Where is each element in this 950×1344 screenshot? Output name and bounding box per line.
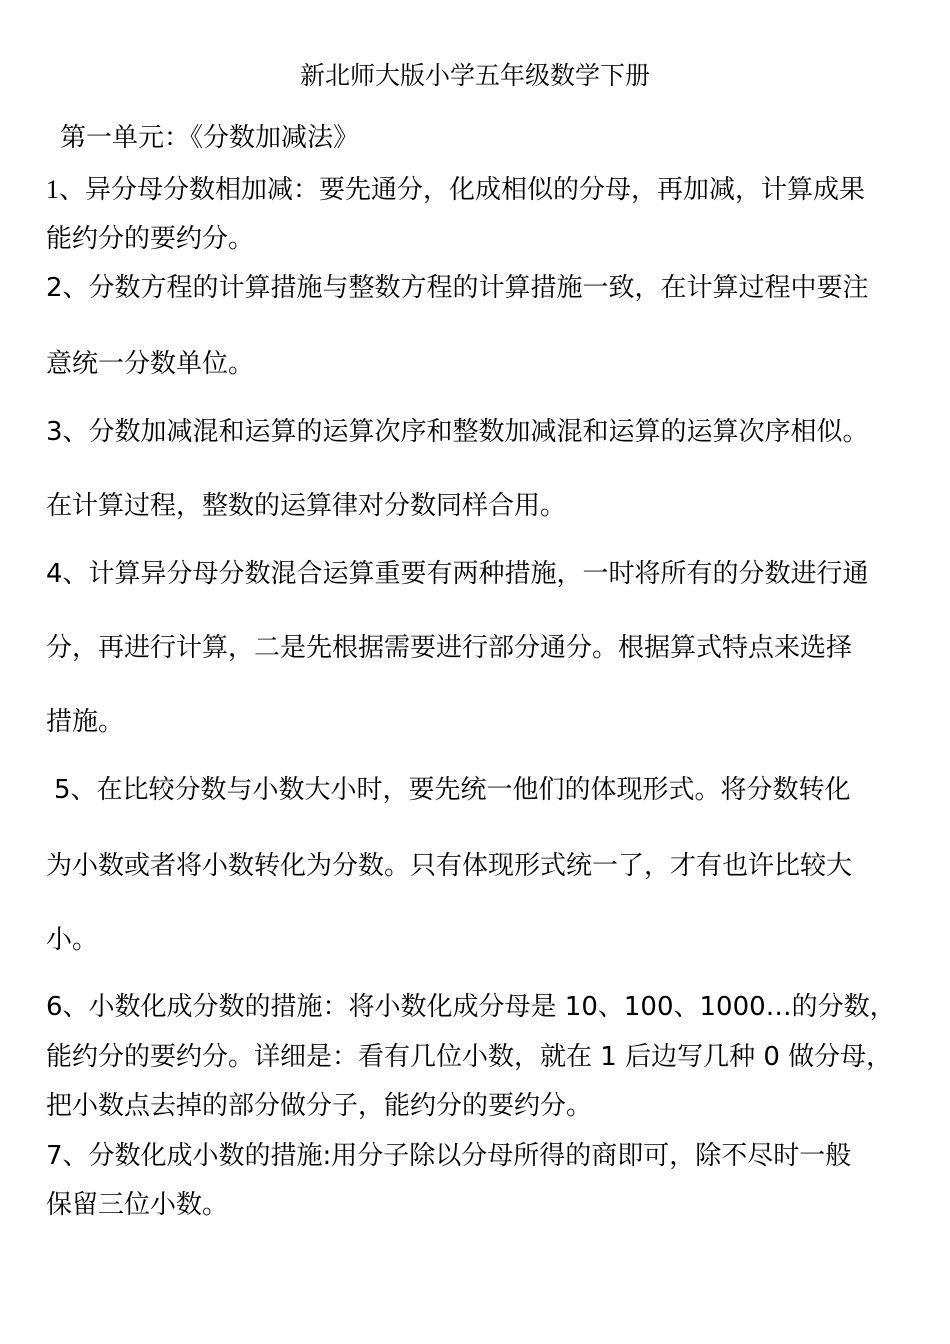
item-4-line-1: 4、计算异分母分数混合运算重要有两种措施，一时将所有的分数进行通 [46,559,869,589]
document-title: 新北师大版小学五年级数学下册 [299,61,650,90]
item-6-line-1: 6、小数化成分数的措施：将小数化成分母是 10、100、1000…的分数， [46,992,896,1022]
item-5-line-1: 5、在比较分数与小数大小时，要先统一他们的体现形式。将分数转化 [54,775,851,805]
item-5-line-2: 为小数或者将小数转化为分数。只有体现形式统一了，才有也许比较大 [46,851,853,881]
item-3-line-2: 在计算过程，整数的运算律对分数同样合用。 [46,491,567,521]
item-2-line-2: 意统一分数单位。 [46,349,255,379]
item-1-text: 、异分母分数相加减：要先通分，化成相似的分母，再加减，计算成果 [59,175,866,205]
item-4-line-3: 措施。 [46,707,125,737]
item-4-line-2: 分，再进行计算，二是先根据需要进行部分通分。根据算式特点来选择 [46,633,853,663]
item-2-line-1: 2、分数方程的计算措施与整数方程的计算措施一致，在计算过程中要注 [46,273,869,303]
item-1-line-2: 能约分的要约分。 [46,224,255,254]
item-1-line-1 [46,174,865,206]
item-7-line-1: 7、分数化成小数的措施:用分子除以分母所得的商即可，除不尽时一般 [46,1141,852,1171]
item-5-line-3: 小。 [46,925,99,955]
item-7-line-2: 保留三位小数。 [46,1190,229,1220]
item-3-line-1: 3、分数加减混和运算的运算次序和整数加减混和运算的运算次序相似。 [46,417,869,447]
item-1-number: 1 [46,175,59,204]
item-6-line-3: 把小数点去掉的部分做分子，能约分的要约分。 [46,1091,593,1121]
unit-heading: 第一单元：《分数加减法》 [60,123,360,153]
item-6-line-2: 能约分的要约分。详细是：看有几位小数，就在 1 后边写几种 0 做分母， [46,1042,893,1072]
